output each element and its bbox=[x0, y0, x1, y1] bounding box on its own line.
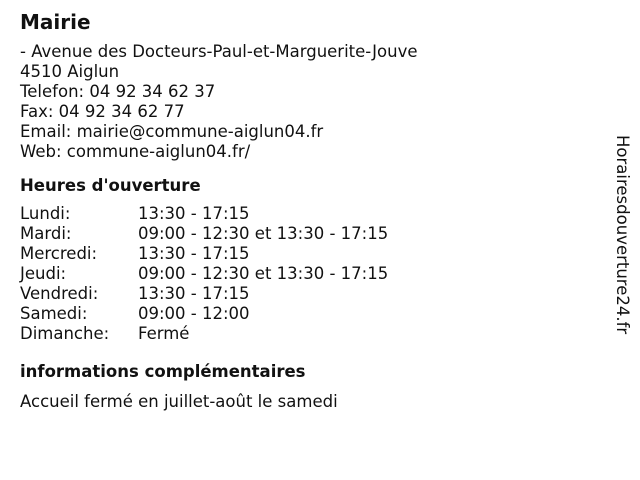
hours-day: Jeudi: bbox=[20, 264, 67, 283]
hours-row-saturday bbox=[20, 304, 600, 324]
opening-hours-heading: Heures d'ouverture bbox=[20, 176, 201, 195]
mairie-info-card bbox=[20, 10, 600, 412]
hours-row-thursday bbox=[20, 264, 600, 284]
hours-time: 09:00 - 12:30 et 13:30 - 17:15 bbox=[138, 264, 389, 283]
website: Web: commune-aiglun04.fr/ bbox=[20, 142, 251, 161]
hours-time: Fermé bbox=[138, 324, 190, 343]
hours-row-monday bbox=[20, 204, 600, 224]
hours-time: 13:30 - 17:15 bbox=[138, 244, 250, 263]
hours-time: 13:30 - 17:15 bbox=[138, 204, 250, 223]
email-address: Email: mairie@commune-aiglun04.fr bbox=[20, 122, 324, 141]
page-title: Mairie bbox=[20, 10, 91, 34]
additional-info-text: Accueil fermé en juillet-août le samedi bbox=[20, 392, 338, 411]
additional-info-heading: informations complémentaires bbox=[20, 362, 306, 381]
site-watermark: Horairesdouverture24.fr bbox=[613, 135, 632, 335]
hours-row-sunday bbox=[20, 324, 600, 344]
fax-number: Fax: 04 92 34 62 77 bbox=[20, 102, 185, 121]
hours-row-tuesday bbox=[20, 224, 600, 244]
hours-day: Lundi: bbox=[20, 204, 71, 223]
hours-day: Vendredi: bbox=[20, 284, 99, 303]
opening-hours-table bbox=[20, 204, 600, 344]
hours-time: 13:30 - 17:15 bbox=[138, 284, 250, 303]
hours-day: Dimanche: bbox=[20, 324, 110, 343]
hours-row-friday bbox=[20, 284, 600, 304]
address-street: - Avenue des Docteurs-Paul-et-Marguerite-Jouve bbox=[20, 42, 418, 61]
hours-row-wednesday bbox=[20, 244, 600, 264]
hours-day: Mardi: bbox=[20, 224, 72, 243]
hours-day: Samedi: bbox=[20, 304, 88, 323]
hours-time: 09:00 - 12:00 bbox=[138, 304, 250, 323]
phone-number: Telefon: 04 92 34 62 37 bbox=[20, 82, 216, 101]
address-city: 4510 Aiglun bbox=[20, 62, 120, 81]
hours-day: Mercredi: bbox=[20, 244, 98, 263]
hours-time: 09:00 - 12:30 et 13:30 - 17:15 bbox=[138, 224, 389, 243]
